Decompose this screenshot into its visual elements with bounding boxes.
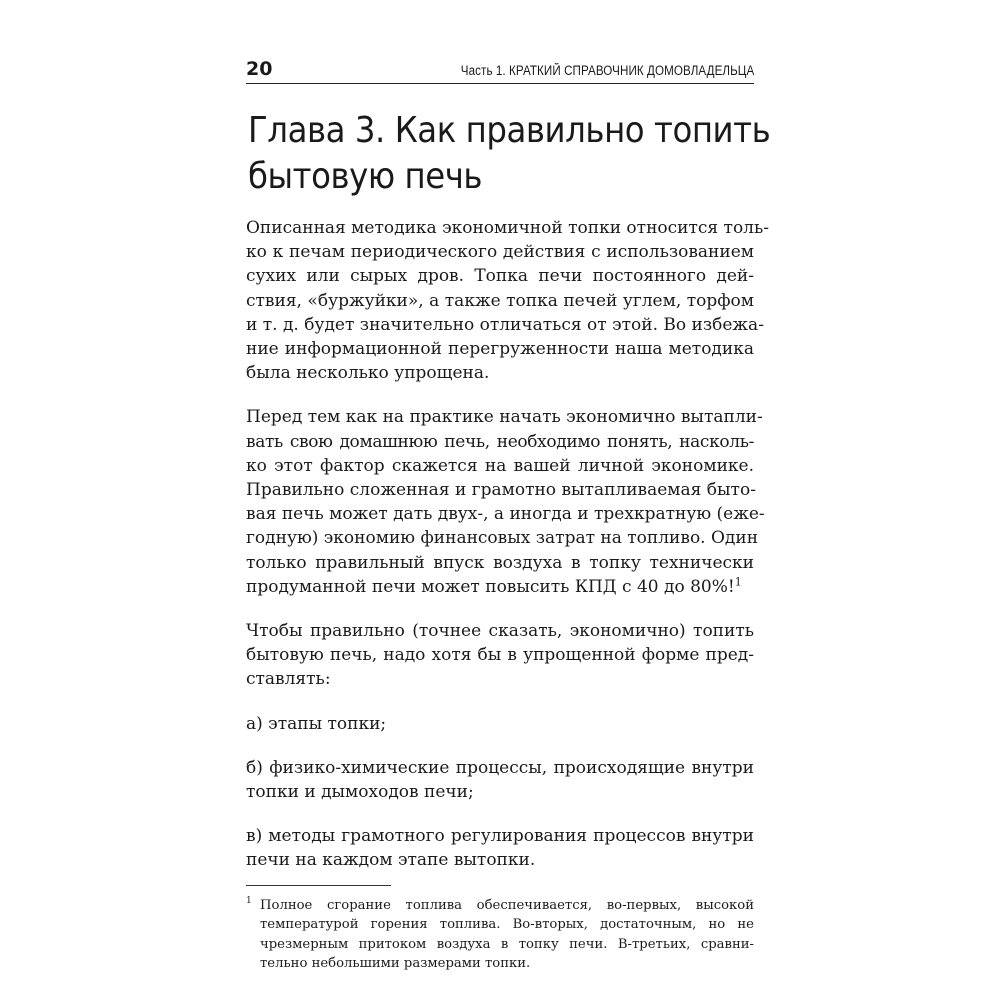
text-line: ко этот фактор скажется на вашей личной экономике. [246, 455, 754, 476]
text-line: ко к печам периодического действия с использованием [246, 242, 754, 263]
body-text [246, 216, 769, 974]
running-header [246, 40, 754, 84]
list-item [246, 756, 754, 804]
text-line: ствия, «буржуйки», а также топка печей углем, торфом [246, 290, 754, 311]
running-title: Часть 1. КРАТКИЙ СПРАВОЧНИК ДОМОВЛАДЕЛЬЦА [460, 63, 754, 78]
text-line-content: продуманной печи может повысить КПД с 40 до 80%! [246, 576, 735, 597]
paragraph [246, 216, 769, 385]
footnote-line: тельно небольшими размерами топки. [260, 956, 531, 972]
footnote-line: чрезмерным притоком воздуха в топку печи. В-третьих, сравни- [260, 936, 754, 952]
paragraph [246, 405, 765, 599]
text-line: сухих или сырых дров. Топка печи постоянного дей- [246, 266, 754, 287]
text-line: ние информационной перегруженности наша методика [246, 339, 754, 360]
text-line: бытовую печь, надо хотя бы в упрощенной форме пред- [246, 645, 754, 666]
text-line [246, 575, 754, 599]
list-item [246, 824, 754, 872]
text-line: топки и дымоходов печи; [246, 782, 474, 803]
text-line: Описанная методика экономичной топки относится толь- [246, 218, 769, 238]
text-line: вать свою домашнюю печь, необходимо понять, насколь- [246, 431, 754, 452]
text-line: Перед тем как на практике начать экономично вытапли- [246, 407, 763, 428]
chapter-title-line: Глава 3. Как правильно топить [248, 110, 771, 151]
text-line: годную) экономию финансовых затрат на топливо. Один [246, 528, 759, 549]
text-line: Правильно сложенная и грамотно вытапливаемая быто- [246, 480, 756, 501]
text-line: ставлять: [246, 669, 331, 690]
chapter-title [248, 108, 771, 200]
text-line: Чтобы правильно (точнее сказать, экономично) топить [246, 621, 754, 642]
footnote-mark: 1 [246, 895, 252, 906]
footnote-reference[interactable]: 1 [734, 575, 742, 589]
text-line: только правильный впуск воздуха в топку технически [246, 552, 754, 573]
text-line: а) этапы топки; [246, 713, 387, 734]
chapter-title-line: бытовую печь [248, 156, 483, 197]
footnote [246, 896, 754, 974]
text-line: в) методы грамотного регулирования процессов внутри [246, 826, 754, 847]
text-line: и т. д. будет значительно отличаться от этой. Во избежа- [246, 314, 764, 335]
paragraph [246, 619, 754, 692]
page-number: 20 [246, 58, 273, 80]
book-page [246, 40, 771, 974]
text-line: печи на каждом этапе вытопки. [246, 850, 536, 871]
list-item [246, 712, 754, 736]
text-line: вая печь может дать двух-, а иногда и трехкратную (еже- [246, 504, 765, 525]
footnote-line: температурой горения топлива. Во-вторых, достаточным, но не [260, 917, 754, 933]
text-line: б) физико-химические процессы, происходящие внутри [246, 757, 754, 778]
text-line: была несколько упрощена. [246, 363, 490, 384]
footnote-line: Полное сгорание топлива обеспечивается, во-первых, высокой [260, 897, 754, 913]
footnote-divider [246, 885, 391, 886]
